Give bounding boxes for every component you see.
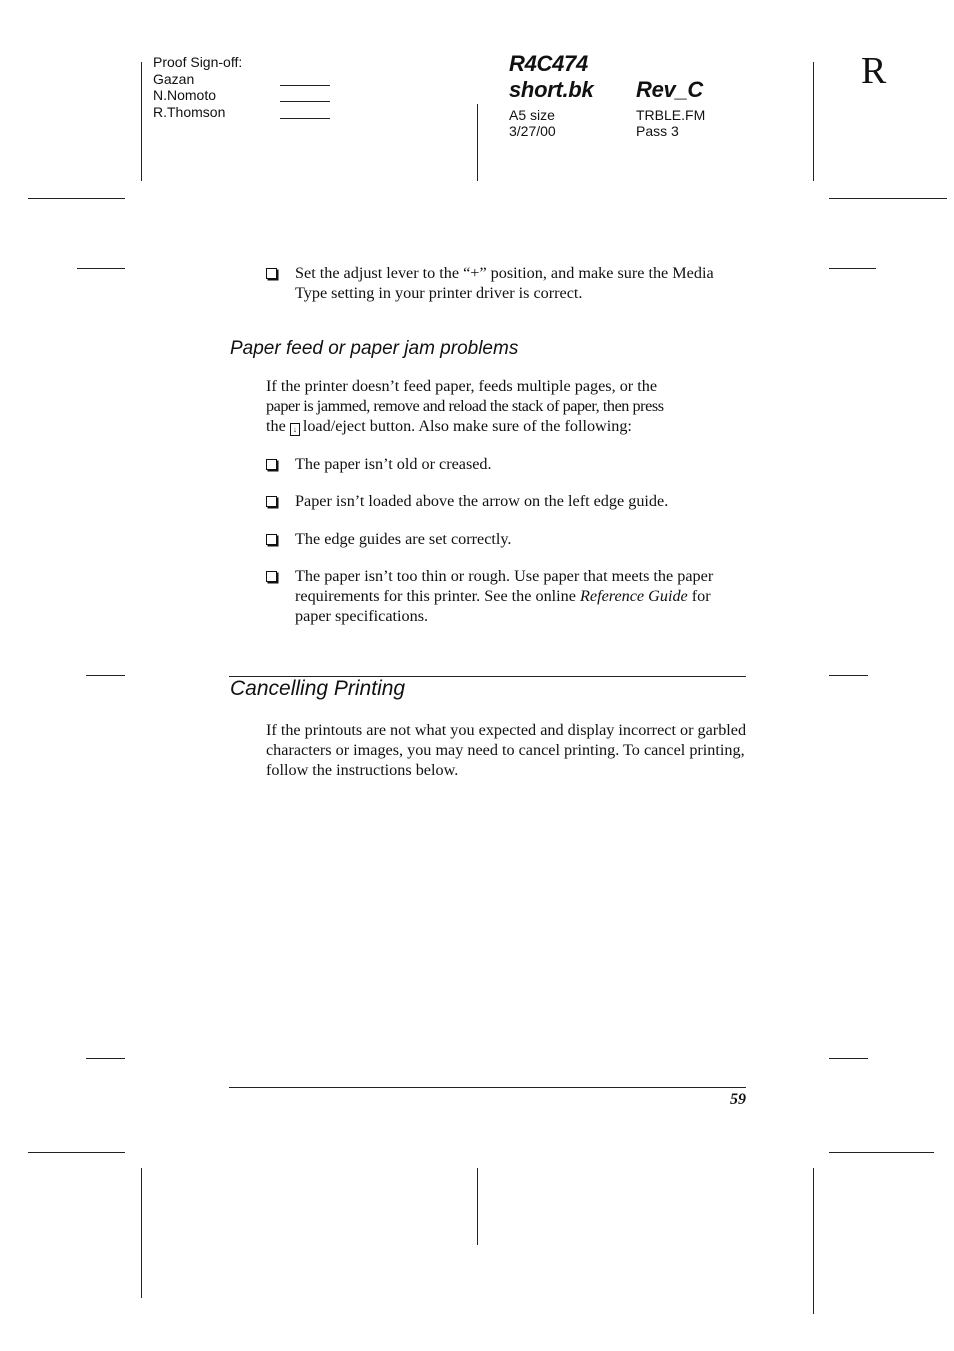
doc-code: R4C474: [509, 51, 588, 76]
intro-line-2: paper is jammed, remove and reload the stack of paper, then press: [266, 397, 664, 415]
signoff-name-2: N.Nomoto: [153, 87, 217, 103]
signature-line-2: [280, 101, 330, 102]
bullet-text: Paper isn’t loaded above the arrow on the left edge guide.: [295, 492, 669, 510]
trim-mark-left-1: [77, 268, 125, 269]
bullet-text: The paper isn’t old or creased.: [295, 455, 492, 473]
intro-line-1: If the printer doesn’t feed paper, feeds multiple pages, or the: [266, 377, 658, 395]
trim-mark-right-3: [829, 1058, 868, 1059]
print-date: 3/27/00: [509, 123, 556, 139]
cancelling-paragraph: If the printouts are not what you expected and display incorrect or garbled characters or images, you may need to cancel printing. To cancel printing, follow the instructions below.: [266, 721, 747, 779]
checkbox-bullet-icon: [266, 268, 277, 279]
chapter-letter: R: [861, 50, 887, 92]
signature-line-3: [280, 118, 330, 119]
crop-mark-top-center-vertical: [477, 104, 478, 181]
crop-mark-top-right-horizontal: [829, 198, 947, 199]
trim-mark-left-2: [86, 675, 125, 676]
checkbox-bullet-icon: [266, 534, 277, 545]
revision: Rev_C: [636, 77, 703, 102]
paper-feed-intro: [266, 376, 756, 436]
signoff-name-1: Gazan: [153, 70, 195, 87]
proof-signoff-label: Proof Sign-off:: [153, 54, 243, 70]
trim-mark-right-2: [829, 675, 868, 676]
book-file: short.bk: [509, 77, 594, 102]
crop-mark-bottom-right-vertical: [813, 1168, 814, 1314]
section-heading-cancelling-printing: Cancelling Printing: [230, 677, 406, 700]
page-number: 59: [730, 1091, 746, 1108]
crop-mark-bottom-left-horizontal: [28, 1152, 125, 1153]
bullet-text-start: The paper isn’t too thin or rough. Use paper that meets the paper requirements for this printer. See the online: [295, 567, 714, 605]
load-eject-icon: ↓: [290, 423, 300, 436]
intro-line-3-start: the: [266, 417, 286, 435]
footer-rule: [229, 1087, 746, 1088]
bullet-text: [295, 566, 746, 626]
intro-line-3: [266, 416, 756, 436]
crop-mark-top-left-vertical: [141, 62, 142, 181]
checkbox-bullet-icon: [266, 496, 277, 507]
checkbox-bullet-icon: [266, 459, 277, 470]
reference-guide-title: Reference Guide: [580, 587, 688, 605]
crop-mark-bottom-left-vertical: [141, 1168, 142, 1298]
trim-mark-right-1: [829, 268, 876, 269]
bullet-text: The edge guides are set correctly.: [295, 530, 512, 548]
bullet-text-end: for paper specifications.: [295, 587, 711, 625]
crop-mark-top-left-horizontal: [28, 198, 125, 199]
crop-mark-bottom-right-horizontal: [829, 1152, 934, 1153]
paper-size: A5 size: [509, 107, 555, 123]
bullet-text: Set the adjust lever to the “+” position, and make sure the Media Type setting in your printer driver is correct.: [295, 264, 714, 302]
signature-line-1: [280, 85, 330, 86]
checkbox-bullet-icon: [266, 571, 277, 582]
trim-mark-left-3: [86, 1058, 125, 1059]
frame-file: TRBLE.FM: [636, 107, 706, 123]
crop-mark-top-right-vertical: [813, 62, 814, 181]
signoff-name-3: R.Thomson: [153, 103, 226, 120]
intro-line-3-end: load/eject button. Also make sure of the following:: [302, 417, 632, 435]
crop-mark-bottom-center-vertical: [477, 1168, 478, 1245]
proof-signoff-block: [153, 54, 283, 120]
section-heading-paper-feed: Paper feed or paper jam problems: [230, 338, 519, 359]
pass-number: Pass 3: [636, 123, 679, 139]
